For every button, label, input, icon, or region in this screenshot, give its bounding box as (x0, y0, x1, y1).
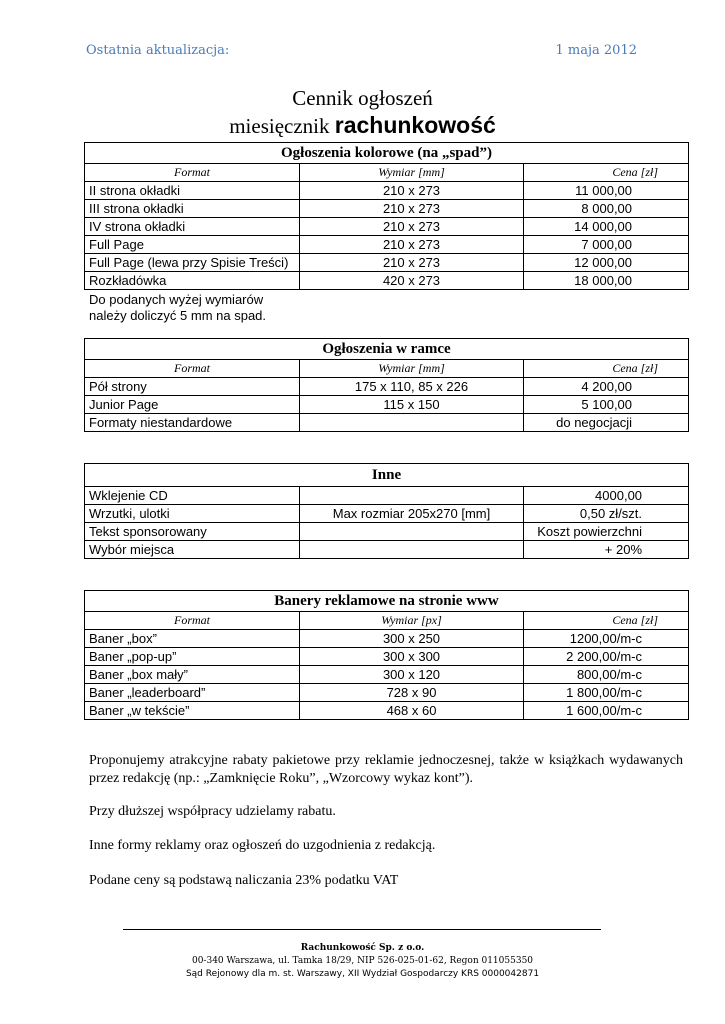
column-header: Wymiar [px] (300, 612, 524, 630)
size-cell: 210 x 273 (300, 218, 524, 236)
price-cell: 4 200,00 (524, 378, 689, 396)
price-cell: 4000,00 (524, 487, 689, 505)
table-row (85, 541, 689, 559)
table-inne (84, 463, 689, 559)
table-row (85, 218, 689, 236)
price-cell: 14 000,00 (524, 218, 689, 236)
table-row (85, 702, 689, 720)
bleed-note-line: należy doliczyć 5 mm na spad. (89, 308, 267, 323)
brand-name: rachunkowość (334, 112, 496, 138)
table-caption: Ogłoszenia kolorowe (na „spad”) (85, 143, 689, 164)
other-forms-paragraph: Inne formy reklamy oraz ogłoszeń do uzgodnienia z redakcją. (89, 838, 436, 853)
format-cell: Rozkładówka (85, 272, 300, 290)
discount-paragraph: Proponujemy atrakcyjne rabaty pakietowe przy reklamie jednoczesnej, także w książkach wydawanych przez redakcję (np.: „Zamknięcie Roku”, „Wzorcowy wykaz kont”). (89, 753, 683, 786)
price-cell: 0,50 zł/szt. (524, 505, 689, 523)
size-cell: 300 x 250 (300, 630, 524, 648)
size-cell: 210 x 273 (300, 200, 524, 218)
price-cell: 12 000,00 (524, 254, 689, 272)
table-row (85, 666, 689, 684)
column-header: Wymiar [mm] (300, 360, 524, 378)
table-kolorowe (84, 142, 689, 290)
format-cell: Tekst sponsorowany (85, 523, 300, 541)
size-cell (300, 541, 524, 559)
size-cell: Max rozmiar 205x270 [mm] (300, 505, 524, 523)
size-cell: 210 x 273 (300, 182, 524, 200)
price-cell: 8 000,00 (524, 200, 689, 218)
price-cell: 11 000,00 (524, 182, 689, 200)
page-title: Cennik ogłoszeń (292, 86, 433, 110)
price-cell: 800,00/m-c (524, 666, 689, 684)
price-cell: + 20% (524, 541, 689, 559)
format-cell: Full Page (lewa przy Spisie Treści) (85, 254, 300, 272)
bleed-note (89, 292, 266, 324)
subtitle-prefix: miesięcznik (229, 114, 335, 138)
column-header: Format (85, 164, 300, 182)
price-cell: 18 000,00 (524, 272, 689, 290)
table-row (85, 396, 689, 414)
size-cell: 420 x 273 (300, 272, 524, 290)
column-header: Cena [zł] (524, 360, 689, 378)
format-cell: Baner „w tekście” (85, 702, 300, 720)
size-cell: 210 x 273 (300, 254, 524, 272)
price-cell: 2 200,00/m-c (524, 648, 689, 666)
column-header: Wymiar [mm] (300, 164, 524, 182)
size-cell (300, 487, 524, 505)
format-cell: III strona okładki (85, 200, 300, 218)
format-cell: Baner „box” (85, 630, 300, 648)
table-caption: Inne (85, 464, 689, 487)
table-row (85, 487, 689, 505)
table-row (85, 378, 689, 396)
column-header: Cena [zł] (524, 164, 689, 182)
column-header: Cena [zł] (524, 612, 689, 630)
table-caption: Ogłoszenia w ramce (85, 339, 689, 360)
price-cell: 1 800,00/m-c (524, 684, 689, 702)
footer-address: 00-340 Warszawa, ul. Tamka 18/29, NIP 526-025-01-62, Regon 011055350 (191, 956, 534, 966)
price-cell: 5 100,00 (524, 396, 689, 414)
size-cell (300, 523, 524, 541)
table-row (85, 684, 689, 702)
format-cell: Baner „pop-up” (85, 648, 300, 666)
format-cell: Wrzutki, ulotki (85, 505, 300, 523)
table-row (85, 272, 689, 290)
format-cell: Baner „leaderboard” (85, 684, 300, 702)
bleed-note-line: Do podanych wyżej wymiarów (89, 292, 264, 307)
format-cell: II strona okładki (85, 182, 300, 200)
footer-divider (123, 929, 601, 930)
price-cell: do negocjacji (524, 414, 689, 432)
footer-company: Rachunkowość Sp. z o.o. (300, 943, 425, 953)
table-row (85, 182, 689, 200)
format-cell: Wybór miejsca (85, 541, 300, 559)
size-cell: 468 x 60 (300, 702, 524, 720)
vat-paragraph: Podane ceny są podstawą naliczania 23% podatku VAT (89, 873, 399, 888)
price-cell: 1 600,00/m-c (524, 702, 689, 720)
size-cell: 300 x 120 (300, 666, 524, 684)
column-header: Format (85, 612, 300, 630)
size-cell: 210 x 273 (300, 236, 524, 254)
format-cell: IV strona okładki (85, 218, 300, 236)
table-ramka (84, 338, 689, 432)
format-cell: Formaty niestandardowe (85, 414, 300, 432)
size-cell: 728 x 90 (300, 684, 524, 702)
table-row (85, 648, 689, 666)
table-row (85, 200, 689, 218)
table-row (85, 523, 689, 541)
size-cell: 175 x 110, 85 x 226 (300, 378, 524, 396)
size-cell: 115 x 150 (300, 396, 524, 414)
format-cell: Wklejenie CD (85, 487, 300, 505)
column-header: Format (85, 360, 300, 378)
size-cell: 300 x 300 (300, 648, 524, 666)
table-row (85, 254, 689, 272)
update-label: Ostatnia aktualizacja: (86, 43, 230, 58)
price-cell: 1200,00/m-c (524, 630, 689, 648)
size-cell (300, 414, 524, 432)
format-cell: Pół strony (85, 378, 300, 396)
table-row (85, 236, 689, 254)
table-row (85, 630, 689, 648)
price-cell: Koszt powierzchni (524, 523, 689, 541)
format-cell: Junior Page (85, 396, 300, 414)
update-date: 1 maja 2012 (555, 43, 637, 58)
footer-court: Sąd Rejonowy dla m. st. Warszawy, XII Wydział Gospodarczy KRS 0000042871 (185, 969, 540, 979)
table-row (85, 505, 689, 523)
format-cell: Full Page (85, 236, 300, 254)
format-cell: Baner „box mały” (85, 666, 300, 684)
table-banery (84, 590, 689, 720)
table-caption: Banery reklamowe na stronie www (85, 591, 689, 612)
cooperation-paragraph: Przy dłuższej współpracy udzielamy rabatu. (89, 804, 336, 819)
page-subtitle (0, 112, 725, 139)
price-cell: 7 000,00 (524, 236, 689, 254)
table-row (85, 414, 689, 432)
